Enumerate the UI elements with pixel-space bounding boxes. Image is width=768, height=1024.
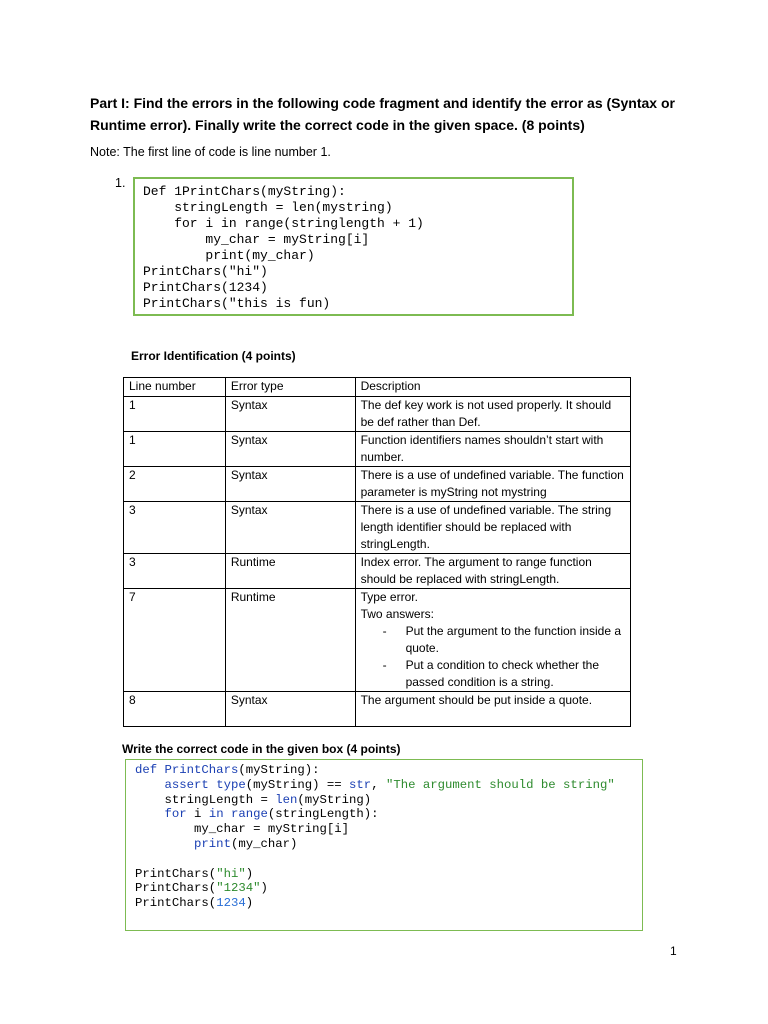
table-row: [124, 589, 631, 692]
paren-close: ): [245, 866, 254, 881]
cell-line: 3: [124, 554, 226, 589]
error-identification-title: Error Identification (4 points): [131, 349, 296, 363]
cell-type: Syntax: [225, 502, 355, 554]
cell-desc: Index error. The argument to range function should be replaced with stringLength.: [355, 554, 630, 589]
string-literal: "1234": [216, 881, 261, 896]
bi-range: range: [230, 807, 268, 822]
number-literal: 1234: [216, 896, 246, 911]
original-code-box: [133, 177, 574, 316]
cell-desc: Function identifiers names shouldn’t start with number.: [355, 432, 630, 467]
cell-desc: There is a use of undefined variable. The function parameter is myString not mystring: [355, 467, 630, 502]
code-text: i: [186, 807, 209, 822]
table-header-row: [124, 378, 631, 397]
cell-type: Syntax: [225, 432, 355, 467]
code-text: ,: [371, 777, 386, 792]
code-line-4: [135, 807, 633, 822]
original-code-line-5: print(my_char): [143, 248, 315, 263]
cell-type: Runtime: [225, 554, 355, 589]
indent: [135, 793, 165, 807]
cell-line: 1: [124, 432, 226, 467]
call-name: PrintChars: [135, 896, 209, 911]
original-code-line-6: PrintChars("hi"): [143, 264, 268, 279]
kw-def: def: [135, 763, 158, 777]
paren-open: (: [208, 866, 217, 881]
indent: [135, 778, 165, 792]
cell-type: Runtime: [225, 589, 355, 692]
code-line-5: [135, 822, 633, 837]
heading-line-2: Runtime error). Finally write the correct code in the given space. (8 points): [90, 117, 585, 133]
fn-name: PrintChars: [164, 763, 239, 777]
code-text: (my_char): [230, 836, 298, 851]
bi-type: type: [216, 777, 246, 792]
code-line-9: [135, 881, 633, 896]
note-text: Note: The first line of code is line number 1.: [90, 145, 331, 159]
bi-str: str: [349, 777, 372, 792]
indent: [135, 837, 194, 851]
code-line-2: [135, 778, 633, 793]
table-row: [124, 692, 631, 727]
code-line-1: [135, 763, 633, 778]
error-table: [123, 377, 631, 727]
string-literal: "The argument should be string": [385, 777, 615, 792]
original-code-line-7: PrintChars(1234): [143, 280, 268, 295]
code-line-8: [135, 867, 633, 882]
cell-line: 7: [124, 589, 226, 692]
kw-in: in: [208, 807, 224, 822]
answers-list: [361, 623, 625, 691]
cell-line: 2: [124, 467, 226, 502]
original-code-line-3: for i in range(stringlength + 1): [143, 216, 424, 231]
table-row: [124, 554, 631, 589]
cell-type: Syntax: [225, 397, 355, 432]
header-description: Description: [355, 378, 630, 397]
cell-type: Syntax: [225, 692, 355, 727]
code-line-10: [135, 896, 633, 911]
cell-desc: There is a use of undefined variable. The string length identifier should be replaced with stringLength.: [355, 502, 630, 554]
code-text: (myString):: [238, 763, 320, 777]
code-line-3: [135, 793, 633, 808]
original-code-line-1: Def 1PrintChars(myString):: [143, 184, 346, 199]
call-name: PrintChars: [135, 866, 209, 881]
header-line-number: Line number: [124, 378, 226, 397]
cell-type: Syntax: [225, 467, 355, 502]
call-name: PrintChars: [135, 881, 209, 896]
original-code-line-4: my_char = myString[i]: [143, 232, 370, 247]
cell-line: 1: [124, 397, 226, 432]
paren-close: ): [260, 881, 268, 896]
kw-for: for: [164, 807, 187, 822]
desc-two-answers: Two answers:: [360, 607, 434, 621]
original-code-line-8: PrintChars("this is fun): [143, 296, 331, 311]
cell-line: 3: [124, 502, 226, 554]
table-row: [124, 432, 631, 467]
page-number: 1: [670, 944, 677, 958]
table-row: [124, 502, 631, 554]
answer-item: - Put the argument to the function inside a quote.: [361, 623, 625, 657]
cell-desc: [355, 589, 630, 692]
bi-print: print: [194, 836, 231, 851]
answer-item: - Put a condition to check whether the passed condition is a string.: [361, 657, 625, 691]
indent: [135, 807, 165, 821]
paren-open: (: [208, 881, 217, 896]
code-line-6: [135, 837, 633, 852]
paren-open: (: [208, 896, 217, 911]
indent: [135, 822, 194, 836]
page-heading: [90, 92, 690, 136]
code-text: (myString) ==: [245, 777, 350, 792]
original-code-line-2: stringLength = len(mystring): [143, 200, 393, 215]
code-text: stringLength =: [164, 792, 276, 807]
corrected-code-box: [125, 759, 643, 931]
header-error-type: Error type: [225, 378, 355, 397]
desc-type-error: Type error.: [360, 590, 418, 604]
cell-desc: The argument should be put inside a quote.: [355, 692, 630, 727]
kw-assert: assert: [164, 777, 209, 792]
code-blank-line: [135, 852, 633, 867]
question-number: 1.: [115, 176, 126, 190]
code-text: (myString): [297, 792, 372, 807]
cell-desc: The def key work is not used properly. It should be def rather than Def.: [355, 397, 630, 432]
code-text: my_char = myString[i]: [194, 822, 350, 837]
paren-close: ): [245, 896, 254, 911]
heading-line-1: Part I: Find the errors in the following code fragment and identify the error as (Syntax or: [90, 95, 675, 111]
string-literal: "hi": [216, 866, 246, 881]
table-row: [124, 397, 631, 432]
correct-code-title: Write the correct code in the given box (4 points): [122, 742, 401, 756]
bi-len: len: [275, 792, 298, 807]
table-row: [124, 467, 631, 502]
code-text: (stringLength):: [267, 807, 379, 822]
cell-line: 8: [124, 692, 226, 727]
